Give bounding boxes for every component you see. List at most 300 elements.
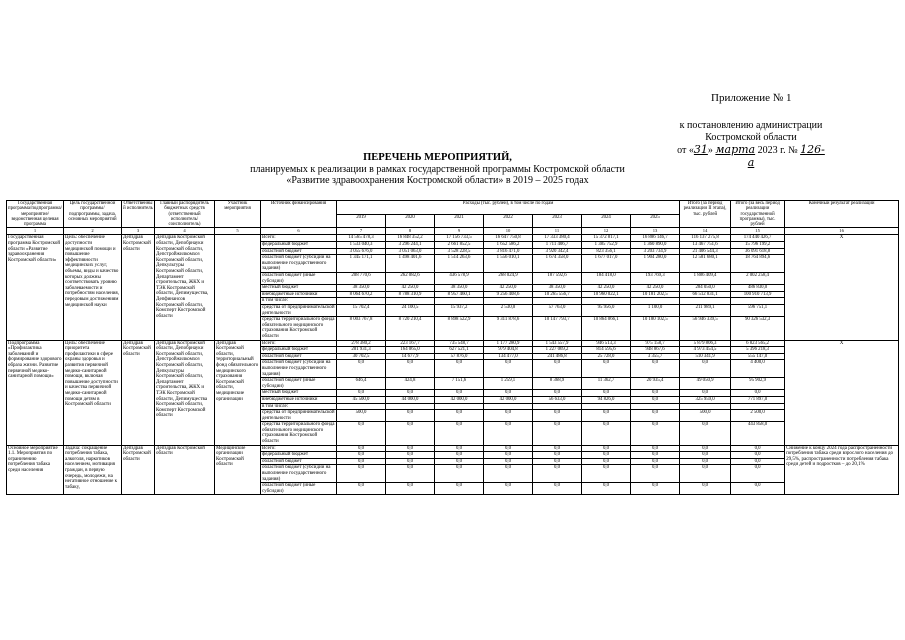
funding-source: местный бюджет (261, 390, 337, 397)
block-program: Подпрограмма «Профилактика заболеваний и формирование здорового образа жизни. Развитие первичной медико-санитарной помощи» (7, 340, 64, 445)
approval-line-1: к постановлению администрации (679, 120, 823, 131)
funding-source: средства от предпринимательской деятельности (262, 410, 335, 421)
amount-cell (533, 403, 582, 410)
amount-cell: 3 296 244,1 (386, 242, 435, 249)
amount-cell: 0,0 (435, 422, 484, 445)
amount-cell: 0,0 (631, 465, 680, 483)
amount-cell: 0,0 (533, 452, 582, 459)
block-program: Государственная программа Костромской области «Развитие здравоохранения Костромской области» (7, 235, 64, 340)
amount-cell: 0,0 (386, 483, 435, 495)
amount-cell: 2 500,0 (731, 410, 785, 422)
amount-cell: 771 897,0 (731, 396, 785, 403)
amount-cell: 0,0 (582, 458, 631, 465)
amount-cell: 486 830,0 (731, 285, 785, 292)
amount-cell: 16 848 352,2 (386, 235, 435, 242)
amount-cell: 9 256 408,6 (484, 291, 533, 298)
amount-cell: 262 082,6 (386, 273, 435, 285)
block-goal: Цель: обеспечение приоритета профилактики в сфере охраны здоровья и развития первичной медико-санитарной помощи, включая повышение доступности и качества первичной медико-санитарной помощи детям в Костромской области (64, 340, 122, 445)
amount-cell: 174 440 426,7 (731, 235, 785, 242)
amount-cell: 0,0 (484, 410, 533, 422)
amount-cell: 0,0 (386, 465, 435, 483)
amount-cell: 0,0 (731, 458, 785, 465)
amount-cell (337, 298, 386, 305)
amount-cell: 134 477,0 (484, 353, 533, 360)
title-line-2: планируемых к реализации в рамках государственной программы Костромской области (250, 163, 625, 175)
amount-cell (386, 298, 435, 305)
amount-cell: 0,0 (386, 445, 435, 452)
amount-cell: 15 702,4 (337, 305, 386, 317)
amount-cell: 9 311 878,6 (484, 317, 533, 340)
header-row (7, 201, 899, 215)
amount-cell: 814 595,6 (582, 347, 631, 354)
approval-date-line (676, 144, 826, 170)
block-result: Снижение к концу 2024 года распространенности потребления табака среди взрослого населения до 29,5%, распространенности потребления табака среди детей и подростков – до 20,1% (785, 445, 899, 495)
column-number-row (7, 228, 899, 235)
amount-cell: 164 065,0 (386, 347, 435, 354)
amount-cell: 627 521,1 (435, 347, 484, 354)
amount-cell: 57 763,0 (533, 305, 582, 317)
amount-cell: 0,0 (680, 483, 731, 495)
column-number: 1 (7, 228, 64, 235)
amount-cell (731, 298, 785, 305)
block-result: X (785, 235, 899, 340)
amount-cell: 184 418,0 (582, 273, 631, 285)
amount-cell: 0,0 (631, 422, 680, 445)
amount-cell: 13 467 751,6 (680, 242, 731, 249)
header-year: 2025 (631, 214, 680, 228)
amount-cell: 12 581 680,1 (680, 255, 731, 273)
amount-cell: 20 935,4 (631, 378, 680, 390)
amount-cell: 0,0 (533, 410, 582, 422)
amount-cell: 42 250,0 (484, 285, 533, 292)
amount-cell: 0,0 (386, 360, 435, 378)
amount-cell: 0,0 (680, 445, 731, 452)
amount-cell: 16 886 146,7 (631, 235, 680, 242)
amount-cell: 0,0 (533, 465, 582, 483)
funding-source: внебюджетные источники (261, 291, 337, 298)
amount-cell: 0,0 (582, 410, 631, 422)
amount-cell: 0,0 (337, 483, 386, 495)
table-body (7, 235, 899, 495)
amount-cell: 0,0 (337, 452, 386, 459)
amount-cell: 24 100,5 (386, 305, 435, 317)
amount-cell: 0,0 (680, 465, 731, 483)
column-number: 4 (155, 228, 215, 235)
amount-cell: 0,0 (435, 452, 484, 459)
amount-cell: 15 937,2 (435, 305, 484, 317)
amount-cell: 1 227 069,2 (533, 347, 582, 354)
amount-cell: 4 400,0 (731, 360, 785, 378)
amount-cell: 0,0 (386, 452, 435, 459)
amount-cell: 0,0 (337, 458, 386, 465)
column-number: 2 (64, 228, 122, 235)
amount-cell: 555 147,0 (731, 353, 785, 360)
amount-cell: 0,0 (484, 465, 533, 483)
amount-cell: 1 677 017,0 (582, 255, 631, 273)
amount-cell: 8 957 460,1 (435, 291, 484, 298)
funding-source: внебюджетные источники (261, 396, 337, 403)
amount-cell: 36 091 618,8 (731, 248, 785, 255)
amount-cell: 424,8 (386, 378, 435, 390)
header-expenses: Расходы (тыс. рублей), в том числе по годам (337, 201, 680, 215)
title-main: ПЕРЕЧЕНЬ МЕРОПРИЯТИЙ, (363, 152, 512, 163)
header-total: Итого (за период реализации II этапа), тыс. рублей (680, 201, 731, 228)
amount-cell: 0,0 (582, 422, 631, 445)
block-participant: Депздрав Костромской области, территориальный фонд обязательного медицинского страхования Костромской области, медицинские организации (215, 340, 261, 445)
header-year: 2020 (386, 214, 435, 228)
amount-cell: 57 876,0 (435, 353, 484, 360)
amount-cell: 1 360 890,0 (631, 242, 680, 249)
amount-cell: 193 769,3 (631, 273, 680, 285)
amount-cell: 0,0 (484, 422, 533, 445)
table-row (7, 235, 899, 242)
amount-cell: 325 959,0 (680, 396, 731, 403)
funding-source: областной бюджет (иные субсидии) (261, 483, 337, 495)
amount-cell: 0,0 (533, 360, 582, 378)
amount-cell: 2 530,0 (484, 305, 533, 317)
amount-cell: 8 064 670,2 (337, 291, 386, 298)
amount-cell: 0,0 (631, 458, 680, 465)
date-year: 2023 г. № (757, 145, 798, 156)
amount-cell: 0,0 (386, 422, 435, 445)
amount-cell: 1 652 586,2 (484, 242, 533, 249)
column-number: 5 (215, 228, 261, 235)
amount-cell: 2 661 852,5 (435, 242, 484, 249)
amount-cell: 1 514 263,6 (435, 255, 484, 273)
funding-source: областной бюджет (261, 248, 337, 255)
amount-cell: 10 960 022,1 (582, 291, 631, 298)
amount-cell: 823 356,1 (582, 248, 631, 255)
amount-cell: 0,0 (680, 390, 731, 397)
block-manager: Депздрав Костромской области, Депобрнауки Костромской области, Депстройжилкомхоз Костромской области, Депкультуры Костромской области, Департамент строительства, ЖКХ и ТЭК Костромской области, Депимущества Костромской области, Комсперт Костромской области (155, 340, 215, 445)
funding-source: в том числе: (261, 403, 337, 410)
amount-cell: 1 886 409,4 (680, 273, 731, 285)
column-number: 13 (631, 228, 680, 235)
date-day: 31 (693, 143, 708, 156)
amount-cell: 8 368,9 (533, 378, 582, 390)
amount-cell: 735 548,7 (435, 340, 484, 347)
amount-cell: 15 796 199,2 (731, 242, 785, 249)
amount-cell: 0,0 (731, 390, 785, 397)
block-participant (215, 235, 261, 340)
amount-cell (631, 298, 680, 305)
amount-cell: 42 250,0 (631, 285, 680, 292)
header-program: Государственная программа/подпрограмма/мероприятие/ведомственная целевая программа (8, 201, 62, 228)
block-goal: Задача: сокращение потребления табака, алкоголя, наркотиков населением, мотивация граждан, в первую очередь, молодежи, на негативное отношение к табаку, (64, 445, 122, 495)
amount-cell: 56 633,0 (533, 396, 582, 403)
amount-cell (533, 298, 582, 305)
amount-cell: 284 050,0 (680, 285, 731, 292)
amount-cell (337, 403, 386, 410)
amount-cell: 0,0 (435, 410, 484, 422)
amount-cell: 0,0 (631, 390, 680, 397)
amount-cell: 0,0 (386, 390, 435, 397)
amount-cell (631, 403, 680, 410)
amount-cell: 0,0 (337, 465, 386, 483)
amount-cell: 8 003 767,8 (337, 317, 386, 340)
amount-cell: 0,0 (484, 360, 533, 378)
amount-cell: 1 543 557,9 (533, 340, 582, 347)
amount-cell: 95 956,0 (582, 305, 631, 317)
funding-source: Всего: (261, 445, 337, 452)
funding-source: средства территориального фонда обязательного медицинского страхования Костромской области (262, 422, 335, 445)
funding-source: местный бюджет (261, 285, 337, 292)
amount-cell: 0,0 (484, 445, 533, 452)
document-title (180, 152, 695, 187)
amount-cell: 0,0 (337, 390, 386, 397)
amount-cell: 56 946 339,5 (680, 317, 731, 340)
block-result: X (785, 340, 899, 445)
amount-cell: 2 002 258,4 (731, 273, 785, 285)
column-number: 15 (731, 228, 785, 235)
funding-source: областной бюджет (субсидии на выполнение государственного задания) (261, 360, 337, 378)
amount-cell: 0,0 (533, 445, 582, 452)
date-prefix: от « (677, 145, 694, 156)
amount-cell: 436 578,9 (435, 273, 484, 285)
column-number: 12 (582, 228, 631, 235)
amount-cell (680, 298, 731, 305)
amount-cell (731, 403, 785, 410)
amount-cell: 0,0 (386, 410, 435, 422)
amount-cell: 16 647 750,8 (484, 235, 533, 242)
amount-cell (582, 403, 631, 410)
amount-cell (680, 403, 731, 410)
amount-cell: 6 823 565,2 (731, 340, 785, 347)
column-number: 8 (386, 228, 435, 235)
amount-cell: 42 000,0 (484, 396, 533, 403)
amount-cell: 0,0 (582, 445, 631, 452)
funding-source: областной бюджет (иные субсидии) (261, 273, 337, 285)
amount-cell: 66 512 831,1 (680, 291, 731, 298)
amount-cell: 0,0 (631, 360, 680, 378)
amount-cell: 15 372 817,1 (582, 235, 631, 242)
amount-cell: 38 350,0 (533, 285, 582, 292)
document-number: 126-а (747, 143, 825, 169)
header-executor: Ответственный исполнитель (122, 201, 155, 228)
block-goal: Цель: обеспечение доступности медицинской помощи и повышение эффективности медицинских услуг, объемы, виды и качество которых должны соответствовать уровню заболеваемости и потребностям населения, передовым достижениям медицинской науки (64, 235, 122, 340)
amount-cell: 0,0 (582, 360, 631, 378)
amount-cell: 0,0 (582, 452, 631, 459)
header-year: 2023 (533, 214, 582, 228)
header-result: Конечный результат реализации (785, 201, 899, 228)
amount-cell: 18 764 894,6 (731, 255, 785, 273)
column-number: 11 (533, 228, 582, 235)
approval-line-2: Костромской области (705, 132, 797, 143)
amount-cell: 45 500,0 (337, 396, 386, 403)
measures-table (6, 200, 899, 495)
header-year: 2019 (337, 214, 386, 228)
amount-cell: 0,0 (731, 465, 785, 483)
amount-cell: 17 156 733,5 (435, 235, 484, 242)
amount-cell: 0,0 (631, 445, 680, 452)
amount-cell: 0,0 (435, 360, 484, 378)
amount-cell: 443 858,0 (731, 422, 785, 445)
amount-cell: 0,0 (631, 396, 680, 403)
amount-cell: 0,0 (386, 458, 435, 465)
amount-cell: 42 000,0 (435, 396, 484, 403)
amount-cell: 278 380,2 (337, 340, 386, 347)
amount-cell: 8 720 210,4 (386, 317, 435, 340)
amount-cell: 0,0 (337, 360, 386, 378)
amount-cell: 500,0 (680, 410, 731, 422)
amount-cell: 1 100,0 (631, 305, 680, 317)
funding-source: областной бюджет (261, 458, 337, 465)
amount-cell: 596 751,1 (731, 305, 785, 317)
table-header (7, 201, 899, 235)
amount-cell: 11 362,7 (582, 378, 631, 390)
amount-cell: 42 250,0 (582, 285, 631, 292)
amount-cell: 1 674 358,0 (533, 255, 582, 273)
header-year: 2024 (582, 214, 631, 228)
block-participant: Медицинские организации Костромской области (215, 445, 261, 495)
amount-cell: 38 350,0 (435, 285, 484, 292)
block-executor: Депздрав Костромской области (122, 235, 155, 340)
amount-cell: 94 826,0 (582, 396, 631, 403)
funding-source: в том числе: (261, 298, 337, 305)
amount-cell: 3 055 676,0 (337, 248, 386, 255)
header-year: 2021 (435, 214, 484, 228)
funding-source: областной бюджет (иные субсидии) (261, 378, 337, 390)
amount-cell: 975 158,7 (631, 340, 680, 347)
column-number: 9 (435, 228, 484, 235)
amount-cell: 17 333 380,4 (533, 235, 582, 242)
amount-cell (484, 403, 533, 410)
amount-cell: 25 728,0 (582, 353, 631, 360)
amount-cell: 1 177 280,9 (484, 340, 533, 347)
amount-cell: 49 050,9 (680, 378, 731, 390)
amount-cell: 187 592,6 (533, 273, 582, 285)
amount-cell: 3 355,7 (631, 353, 680, 360)
amount-cell: 116 137 275,8 (680, 235, 731, 242)
approval-block (676, 120, 826, 170)
amount-cell: 0,0 (631, 452, 680, 459)
amount-cell: 95 902,9 (731, 378, 785, 390)
amount-cell (582, 298, 631, 305)
amount-cell: 14 677,9 (386, 353, 435, 360)
column-number: 7 (337, 228, 386, 235)
amount-cell: 42 250,0 (386, 285, 435, 292)
header-goal: Цель государственной программы/подпрограммы, задача, основных мероприятий (64, 201, 122, 228)
amount-cell: 0,0 (435, 465, 484, 483)
block-executor: Депздрав Костромской области (122, 340, 155, 445)
amount-cell: 0,0 (731, 445, 785, 452)
amount-cell: 10 180 102,5 (631, 317, 680, 340)
header-manager: Главный распорядитель бюджетных средств (ответственный исполнитель/соисполнитель) (155, 201, 215, 228)
amount-cell: 948 867,6 (631, 347, 680, 354)
amount-cell: 0,0 (435, 390, 484, 397)
amount-cell: 0,0 (435, 445, 484, 452)
funding-source: Всего: (261, 235, 337, 242)
amount-cell: 0,0 (533, 458, 582, 465)
amount-cell: 0,0 (680, 422, 731, 445)
amount-cell: 1 385 752,9 (582, 242, 631, 249)
amount-cell: 3 920 342,4 (533, 248, 582, 255)
amount-cell: 5 879 806,3 (680, 340, 731, 347)
block-executor: Депздрав Костромской области (122, 445, 155, 495)
header-source: Источник финансирования (261, 201, 337, 228)
amount-cell: 241 486,8 (533, 353, 582, 360)
title-line-3: «Развитие здравоохранения Костромской области» в 2019 – 2025 годах (286, 175, 589, 186)
amount-cell: 946 513,3 (582, 340, 631, 347)
amount-cell (435, 403, 484, 410)
date-mid: » (707, 145, 713, 156)
table-row (7, 445, 899, 452)
amount-cell: 0,0 (435, 483, 484, 495)
column-number: 16 (785, 228, 899, 235)
amount-cell: 8 898 522,9 (435, 317, 484, 340)
amount-cell: 1 711 406,7 (533, 242, 582, 249)
amount-cell: 1 904 280,0 (631, 255, 680, 273)
amount-cell: 7 151,6 (435, 378, 484, 390)
amount-cell: 0,0 (731, 452, 785, 459)
amount-cell: 0,0 (582, 483, 631, 495)
amount-cell (386, 403, 435, 410)
amount-cell: 0,0 (337, 422, 386, 445)
header-year: 2022 (484, 214, 533, 228)
amount-cell: 0,0 (680, 360, 731, 378)
block-manager: Депздрав Костромской области, Депобрнауки Костромской области, Депстройжилкомхоз Костромской области, Депкультуры Костромской области, Департамент строительства, ЖКХ и ТЭК Костромской области, Депимущества, Депфинансов Костромской области, Комсперт Костромской области (155, 235, 215, 340)
amount-cell: 0,0 (731, 483, 785, 495)
table-row (7, 340, 899, 347)
amount-cell: 30 702,5 (337, 353, 386, 360)
amount-cell: 44 000,0 (386, 396, 435, 403)
amount-cell: 0,0 (435, 458, 484, 465)
block-manager: Депздрав Костромской области (155, 445, 215, 495)
amount-cell: 3 528 228,5 (435, 248, 484, 255)
funding-source: средства от предпринимательской деятельности (262, 305, 335, 316)
date-month: марта (715, 143, 756, 156)
amount-cell: 3 203 734,9 (631, 248, 680, 255)
amount-cell: 208 770,6 (337, 273, 386, 285)
amount-cell: 0,0 (533, 390, 582, 397)
header-participant: Участник мероприятия (215, 201, 261, 228)
amount-cell: 223 167,7 (386, 340, 435, 347)
amount-cell: 979 404,8 (484, 347, 533, 354)
block-program: Основное мероприятие 1.1. Мероприятия по ограничению потребления табака среди населения (7, 445, 64, 495)
amount-cell: 0,0 (484, 458, 533, 465)
amount-cell: 90 326 532,3 (731, 317, 785, 340)
amount-cell: 0,0 (582, 390, 631, 397)
appendix-label: Приложение № 1 (711, 92, 792, 104)
amount-cell: 10 147 793,7 (533, 317, 582, 340)
header-total-all: Итого (за весь период реализации государственной программы), тыс. рублей (731, 201, 785, 228)
amount-cell: 500,0 (337, 410, 386, 422)
amount-cell: 4 973 454,5 (680, 347, 731, 354)
amount-cell: 1 259,1 (484, 378, 533, 390)
amount-cell: 3 051 063,0 (386, 248, 435, 255)
amount-cell: 10 181 202,5 (631, 291, 680, 298)
funding-source: Всего: (261, 340, 337, 347)
funding-source: средства территориального фонда обязательного медицинского страхования Костромской области (262, 317, 335, 339)
amount-cell: 8 788 310,9 (386, 291, 435, 298)
amount-cell (484, 298, 533, 305)
amount-cell: 1 533 040,3 (337, 242, 386, 249)
amount-cell: 0,0 (680, 452, 731, 459)
funding-source: федеральный бюджет (261, 347, 337, 354)
funding-source: федеральный бюджет (261, 242, 337, 249)
amount-cell: 38 350,0 (337, 285, 386, 292)
amount-cell: 5 396 218,3 (731, 347, 785, 354)
amount-cell: 0,0 (533, 483, 582, 495)
amount-cell: 0,0 (533, 422, 582, 445)
column-number: 14 (680, 228, 731, 235)
amount-cell: 1 556 010,1 (484, 255, 533, 273)
amount-cell: 0,0 (680, 458, 731, 465)
amount-cell: 0,0 (337, 445, 386, 452)
amount-cell: 1 498 401,6 (386, 255, 435, 273)
amount-cell: 646,4 (337, 378, 386, 390)
funding-source: областной бюджет (261, 353, 337, 360)
